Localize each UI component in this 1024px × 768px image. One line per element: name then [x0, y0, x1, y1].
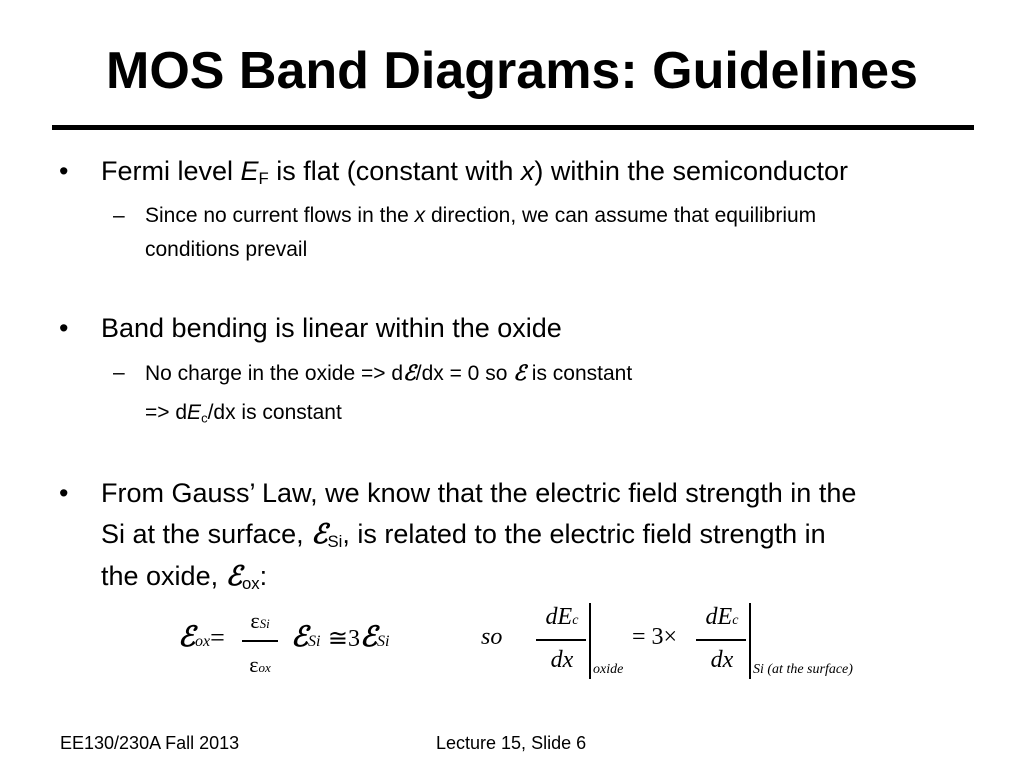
eq-eval-label-si: Si (at the surface)	[753, 662, 853, 677]
eq-three: 3	[348, 626, 361, 652]
bullet-marker: •	[59, 156, 69, 186]
subbullet-text: No charge in the oxide => d	[145, 362, 404, 385]
eq-subscript: Si	[259, 616, 270, 631]
subbullet-text: /dx = 0 so	[415, 362, 514, 385]
eq-dEc: dE	[545, 604, 573, 630]
subbullet-text: direction, we can assume that equilibrium	[425, 204, 817, 227]
eq-eval-bar	[749, 603, 751, 679]
field-symbol: ℰ	[291, 620, 308, 653]
footer-slide-number: Lecture 15, Slide 6	[436, 733, 587, 753]
field-subscript: Si	[327, 532, 343, 552]
eq-permittivity-numerator	[240, 608, 280, 637]
eq-equals-3x	[632, 624, 677, 651]
subbullet-text: is constant	[525, 362, 633, 385]
bullet-gauss-law	[59, 473, 857, 513]
subbullet-no-current-cont	[145, 233, 307, 267]
bullet-band-bending	[59, 308, 562, 348]
eq-subscript: ox	[258, 660, 271, 675]
eq-equals: =	[210, 623, 225, 652]
bullet-text: :	[259, 561, 268, 591]
eq-subscript: c	[572, 613, 579, 628]
field-subscript: ox	[241, 574, 260, 594]
slide-title: MOS Band Diagrams: Guidelines	[106, 42, 918, 100]
subbullet-text: Since no current flows in the	[145, 204, 415, 227]
bullet-gauss-law-line3	[101, 556, 267, 597]
eq-subscript: ox	[194, 633, 211, 650]
bullet-text: Band bending is linear within the oxide	[101, 313, 562, 343]
x-variable: x	[414, 204, 426, 227]
bullet-text: , is related to the electric field strength in	[342, 519, 826, 549]
eq-eval-bar	[589, 603, 591, 679]
eq-subscript: Si	[307, 633, 321, 650]
fermi-subscript: F	[258, 169, 269, 189]
bullet-marker: •	[59, 313, 69, 343]
bullet-text: Fermi level	[101, 156, 241, 186]
field-symbol: ℰ	[225, 561, 242, 592]
eq-permittivity-denominator	[240, 652, 280, 681]
eq-fraction-bar	[536, 639, 586, 641]
eq-dEc: dE	[705, 604, 733, 630]
eq-subscript: c	[732, 613, 739, 628]
bullet-text: the oxide,	[101, 561, 226, 591]
epsilon-symbol: ε	[249, 652, 259, 677]
subbullet-no-charge	[113, 356, 633, 391]
bullet-text: Si at the surface,	[101, 519, 312, 549]
subbullet-marker: –	[113, 361, 125, 384]
eq-so: so	[481, 624, 503, 650]
eq-deriv1-denominator: dx	[550, 647, 574, 673]
eq-equals-3x-text: = 3×	[632, 624, 678, 650]
eq-deriv1-numerator	[534, 603, 590, 635]
subbullet-marker: –	[113, 204, 125, 227]
subbullet-text: conditions prevail	[145, 238, 308, 261]
title-underline	[52, 125, 974, 130]
bullet-marker: •	[59, 478, 69, 508]
subbullet-text: /dx is constant	[207, 401, 342, 424]
field-symbol: ℰ	[311, 519, 328, 550]
ec-subscript: c	[201, 410, 208, 426]
subbullet-text: => d	[145, 401, 188, 424]
eq-deriv2-denominator: dx	[710, 647, 734, 673]
field-symbol: ℰ	[360, 620, 377, 653]
x-variable: x	[520, 156, 535, 186]
bullet-text: ) within the semiconductor	[534, 156, 849, 186]
subbullet-dEc	[145, 396, 342, 430]
subbullet-no-current	[113, 199, 817, 233]
footer-course: EE130/230A Fall 2013	[60, 733, 240, 753]
epsilon-symbol: ε	[250, 608, 260, 633]
fermi-symbol: E	[240, 156, 259, 186]
eq-lhs	[178, 620, 225, 654]
bullet-fermi-level	[59, 151, 849, 191]
bullet-gauss-law-line2	[101, 514, 826, 555]
eq-approx: ≅	[327, 626, 349, 652]
eq-eval-label-oxide: oxide	[593, 662, 624, 677]
eq-deriv2-numerator	[694, 603, 750, 635]
field-symbol: ℰ	[513, 360, 526, 385]
eq-subscript: Si	[376, 633, 390, 650]
eq-si-field	[291, 620, 389, 654]
field-symbol: ℰ	[403, 360, 416, 385]
eq-fraction-bar	[242, 640, 278, 642]
bullet-text: is flat (constant with	[268, 156, 521, 186]
field-symbol: ℰ	[178, 620, 195, 653]
ec-symbol: E	[187, 401, 202, 424]
bullet-text: From Gauss’ Law, we know that the electric field strength in the	[101, 478, 857, 508]
eq-fraction-bar	[696, 639, 746, 641]
